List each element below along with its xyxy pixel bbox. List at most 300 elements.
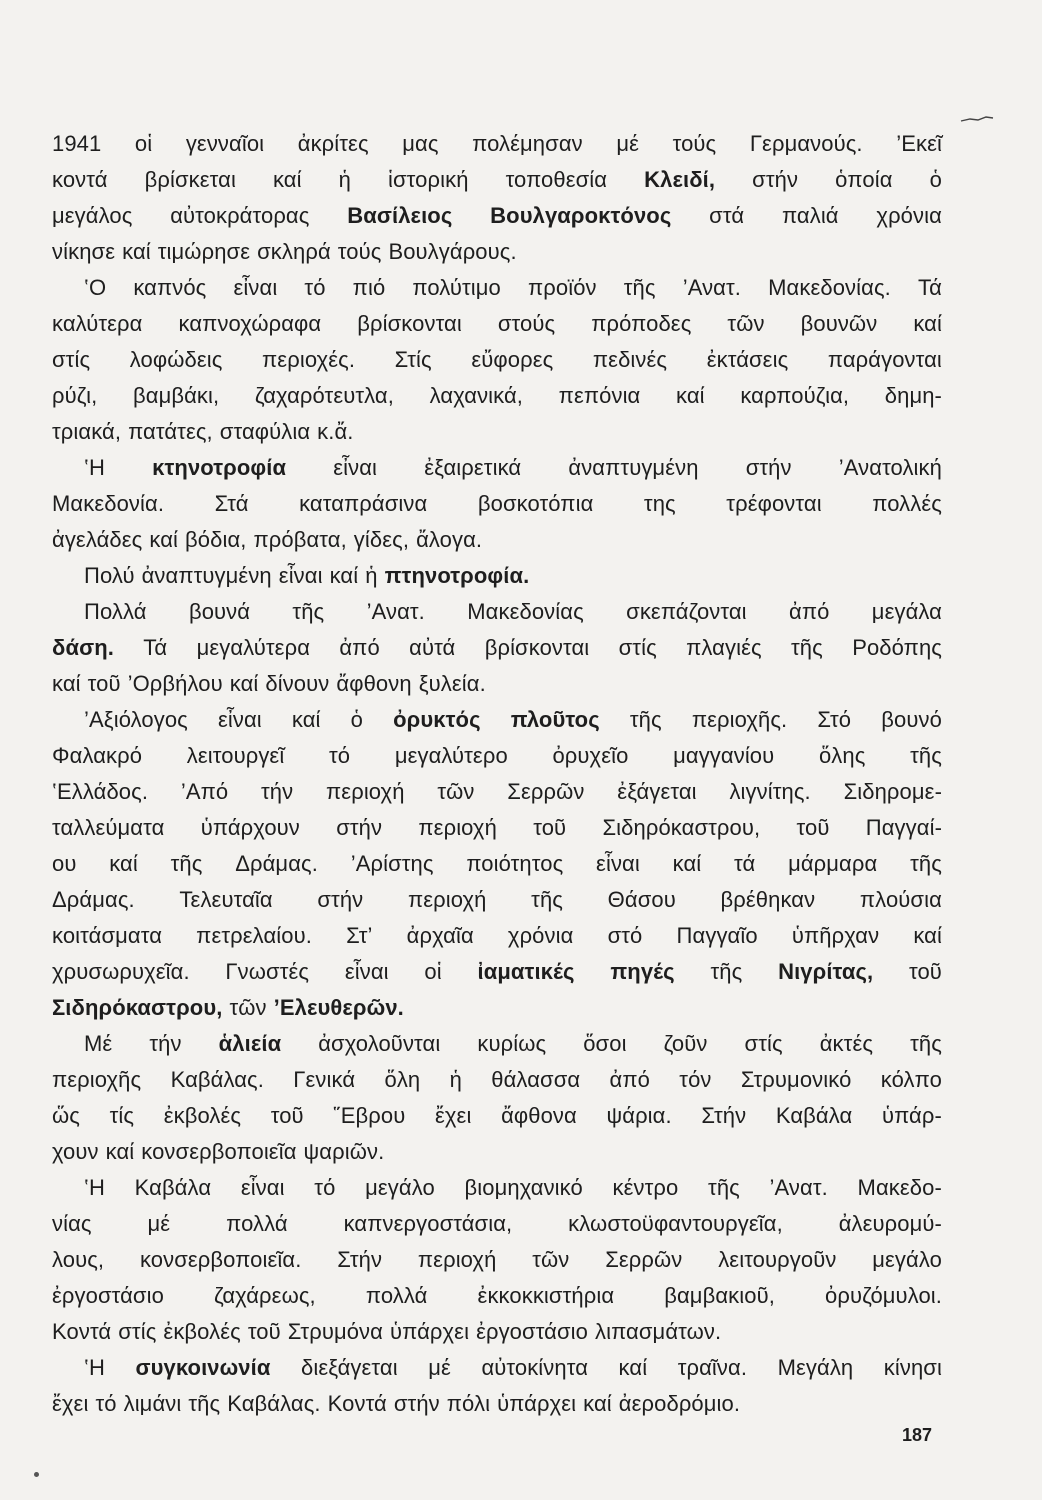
word: τῆς: [710, 959, 743, 984]
word: δημη-: [884, 383, 942, 408]
word: στήν: [393, 1391, 440, 1416]
word: κονσερβοποιεῖα: [141, 1139, 297, 1164]
word: Βουλγάρους.: [388, 239, 517, 264]
text-line: [52, 666, 942, 702]
word: της: [643, 491, 676, 516]
bold-word: ’Ελευθερῶν.: [273, 995, 404, 1020]
word: ὁποία: [835, 167, 893, 192]
word: ψάρια.: [606, 1103, 672, 1128]
word: καί: [105, 1139, 135, 1164]
word: ‛Η: [84, 1175, 105, 1200]
word: ὑπάρχουν: [200, 815, 300, 840]
word: βρίσκονται: [357, 311, 462, 336]
text-line: [52, 1242, 942, 1278]
word: μαγγανίου: [673, 743, 775, 768]
word: πλαγιές: [686, 635, 762, 660]
word: Παγγαῖο: [676, 923, 758, 948]
word: Στ’: [346, 923, 373, 948]
word: βρίσκονται: [484, 635, 590, 660]
bold-word: Βουλγαροκτόνος: [490, 203, 672, 228]
word: οἱ: [424, 959, 442, 984]
word: Στρυμόνα: [287, 1319, 383, 1344]
word: καί: [583, 1391, 612, 1416]
word: ἡ: [449, 1067, 462, 1092]
word: τρέφονται: [726, 491, 822, 516]
word: τήν: [261, 779, 294, 804]
text-line: [52, 414, 942, 450]
word: πολέμησαν: [472, 131, 583, 156]
word: δίνουν: [265, 671, 330, 696]
word: ‛Ο: [84, 275, 107, 300]
scan-dot: [34, 1472, 39, 1477]
word: παράγονται: [827, 347, 942, 372]
word: Γερμανούς.: [749, 131, 863, 156]
word: Στό: [817, 707, 852, 732]
word: λιπασμάτων.: [595, 1319, 722, 1344]
word: βόδια,: [185, 527, 247, 552]
word: ἐξάγεται: [617, 779, 697, 804]
word: εἶναι: [278, 563, 323, 588]
word: μεγαλύτερο: [394, 743, 508, 768]
word: Μέ: [84, 1031, 113, 1056]
word: ’Ανατ.: [682, 275, 741, 300]
word: μας: [402, 131, 439, 156]
word: ου: [52, 851, 77, 876]
word: παλιά: [781, 203, 839, 228]
bold-word: Κλειδί,: [644, 167, 716, 192]
bold-word: κτηνοτροφία: [152, 455, 287, 480]
word: κοιτάσματα: [52, 923, 163, 948]
text-line: [52, 342, 942, 378]
word: ἐξαιρετικά: [424, 455, 522, 480]
text-line: [52, 1134, 942, 1170]
word: μέ: [428, 1355, 451, 1380]
word: πρόβατα,: [253, 527, 347, 552]
word: λοφώδεις: [129, 347, 223, 372]
word: στήν: [745, 455, 792, 480]
word: λιμάνι: [123, 1391, 182, 1416]
word: καπνεργοστάσια,: [343, 1211, 513, 1236]
word: ρύζι,: [52, 383, 98, 408]
text-line: [52, 378, 942, 414]
text-line: [52, 774, 942, 810]
word: προϊόν: [527, 275, 597, 300]
word: ἐργοστάσιο: [476, 1319, 588, 1344]
word: νίας: [52, 1211, 92, 1236]
bold-word: Βασίλειος: [347, 203, 453, 228]
word: ὅλη: [384, 1067, 421, 1092]
word: ’Ανατ.: [769, 1175, 828, 1200]
word: Τελευταῖα: [179, 887, 273, 912]
word: Γνωστές: [225, 959, 310, 984]
word: τιμώρησε: [157, 239, 251, 264]
bold-word: ἰαματικές: [477, 959, 575, 984]
word: τριακά,: [52, 419, 122, 444]
word: μεγάλο: [872, 1247, 942, 1272]
word: λειτουργεῖ: [186, 743, 285, 768]
word: ὥς: [52, 1103, 80, 1128]
word: ὑπῆρχαν: [791, 923, 880, 948]
word: ἀναπτυγμένη: [568, 455, 699, 480]
word: ’Από: [180, 779, 229, 804]
word: τό: [329, 743, 351, 768]
word: ἱστορική: [388, 167, 469, 192]
word: ’Ανατ.: [366, 599, 425, 624]
word: τό: [304, 275, 326, 300]
word: πολύτιμο: [412, 275, 501, 300]
word: ’Εκεῖ: [896, 131, 942, 156]
word: λους,: [52, 1247, 105, 1272]
word: ἀκτές: [819, 1031, 874, 1056]
word: τῆς: [910, 1031, 942, 1056]
text-line: [52, 1350, 942, 1386]
word: νίκησε: [52, 239, 116, 264]
word: ἀπό: [339, 635, 380, 660]
text-line: [52, 1386, 942, 1422]
word: τῆς: [791, 635, 823, 660]
word: καί: [618, 1355, 648, 1380]
word: ἐκβολές: [163, 1319, 241, 1344]
word: ὀρυχεῖο: [552, 743, 629, 768]
word: καπνός: [133, 275, 207, 300]
word: τούς: [672, 131, 717, 156]
bold-word: ὀρυκτός: [393, 707, 481, 732]
text-line: [52, 1170, 942, 1206]
word: βρίσκεται: [144, 167, 236, 192]
word: Κοντά: [52, 1319, 112, 1344]
word: στίς: [618, 635, 657, 660]
word: κ.ἄ.: [317, 419, 354, 444]
word: ὁ: [350, 707, 363, 732]
word: ταλλεύματα: [52, 815, 165, 840]
text-line: [52, 990, 942, 1026]
word: τόν: [679, 1067, 712, 1092]
text-line: [52, 846, 942, 882]
word: τά: [734, 851, 756, 876]
word: Παγγαί-: [865, 815, 942, 840]
word: καί: [149, 527, 179, 552]
bold-word: ἁλιεία: [218, 1031, 282, 1056]
text-line: [52, 162, 942, 198]
text-line: [52, 522, 942, 558]
word: σταφύλια: [219, 419, 311, 444]
text-line: [52, 270, 942, 306]
word: στά: [709, 203, 745, 228]
word: πατάτες,: [128, 419, 213, 444]
word: ‛Η: [84, 455, 105, 480]
word: καί: [109, 851, 138, 876]
word: πόλι: [446, 1391, 491, 1416]
word: λειτουργοῦν: [718, 1247, 837, 1272]
word: κονσερβοποιεῖα.: [139, 1247, 302, 1272]
word: εἶναι: [233, 275, 278, 300]
word: λαχανικά,: [429, 383, 524, 408]
word: βρέθηκαν: [720, 887, 816, 912]
word: Γενικά: [293, 1067, 356, 1092]
word: ἄφθονη: [336, 671, 412, 696]
word: ἐκτάσεις: [706, 347, 789, 372]
word: Πολύ: [84, 563, 135, 588]
word: πεδινές: [592, 347, 668, 372]
word: τῆς: [910, 743, 942, 768]
word: ἄφθονα: [501, 1103, 577, 1128]
word: Σερρῶν: [605, 1247, 683, 1272]
word: Μακεδο-: [857, 1175, 942, 1200]
word: αὐτοκίνητα: [481, 1355, 589, 1380]
bold-word: Νιγρίτας,: [778, 959, 874, 984]
word: ὁ: [929, 167, 942, 192]
word: γενναῖοι: [185, 131, 265, 156]
word: Στρυμονικό: [740, 1067, 852, 1092]
word: οἱ: [134, 131, 153, 156]
word: ὅσοι: [583, 1031, 627, 1056]
word: βουνῶν: [800, 311, 878, 336]
word: ἀρχαῖα: [406, 923, 474, 948]
word: στήν: [317, 887, 364, 912]
word: στό: [607, 923, 643, 948]
word: κόλπο: [880, 1067, 942, 1092]
word: μεγαλύτερα: [196, 635, 311, 660]
word: κέντρο: [612, 1175, 679, 1200]
word: βουνά: [188, 599, 251, 624]
word: ζοῦν: [663, 1031, 708, 1056]
word: μάρμαρα: [788, 851, 878, 876]
word: τοῦ: [533, 815, 567, 840]
word: Δράμας.: [52, 887, 135, 912]
word: τοῦ: [796, 815, 830, 840]
word: Στά: [214, 491, 249, 516]
word: Στήν: [701, 1103, 747, 1128]
word: μέ: [616, 131, 640, 156]
word: Φαλακρό: [52, 743, 143, 768]
word: τῶν: [437, 779, 475, 804]
word: Μακεδονία.: [52, 491, 165, 516]
word: θάλασσα: [491, 1067, 581, 1092]
word: χουν: [52, 1139, 99, 1164]
word: ἡ: [365, 563, 378, 588]
word: ’Αξιόλογος: [84, 707, 188, 732]
text-line: [52, 1278, 942, 1314]
word: ἄλογα.: [416, 527, 483, 552]
word: μεγάλα: [871, 599, 942, 624]
word: εἶναι: [217, 707, 262, 732]
word: ὅλης: [818, 743, 866, 768]
text-line: [52, 486, 942, 522]
word: ἔχει: [434, 1103, 472, 1128]
word: τῆς: [292, 599, 325, 624]
word: ἀγελάδες: [52, 527, 143, 552]
word: στίς: [118, 1319, 157, 1344]
word: τῆς: [708, 1175, 740, 1200]
page-number: 187: [902, 1425, 933, 1445]
text-line: [52, 630, 942, 666]
bold-word: δάση.: [52, 635, 114, 660]
word: καλύτερα: [52, 311, 143, 336]
text-line: [52, 954, 942, 990]
word: εἶναι: [333, 455, 378, 480]
word: ἐκκοκκιστήρια: [477, 1283, 615, 1308]
word: καί: [913, 923, 942, 948]
word: τούς: [337, 239, 382, 264]
word: ἀκρίτες: [297, 131, 369, 156]
word: Καβάλα: [134, 1175, 212, 1200]
word: Καβάλας.: [170, 1067, 264, 1092]
bold-word: πτηνοτροφία.: [384, 563, 530, 588]
word: εἶναι: [596, 851, 640, 876]
text-line: [52, 198, 942, 234]
word: ποιότητος: [466, 851, 564, 876]
word: πολλά: [365, 1283, 428, 1308]
word: τῶν: [727, 311, 765, 336]
text-line: [52, 1206, 942, 1242]
word: πολλές: [872, 491, 942, 516]
text-line: [52, 594, 942, 630]
word: στήν: [752, 167, 799, 192]
word: γίδες,: [353, 527, 410, 552]
word: πεπόνια: [558, 383, 641, 408]
word: ἀναπτυγμένη: [141, 563, 272, 588]
text-line: [52, 126, 942, 162]
word: Στήν: [337, 1247, 383, 1272]
word: ῞Εβρου: [333, 1103, 406, 1128]
word: ὑπάρ-: [881, 1103, 942, 1128]
word: σκεπάζονται: [626, 599, 747, 624]
word: βοσκοτόπια: [477, 491, 594, 516]
text-line: [52, 810, 942, 846]
word: Τά: [917, 275, 942, 300]
word: καί: [122, 239, 151, 264]
word: Σιδηρομε-: [843, 779, 942, 804]
word: τῶν: [229, 995, 267, 1020]
word: ‛Ελλάδος.: [52, 779, 149, 804]
word: λιγνίτης.: [729, 779, 811, 804]
word: περιοχῆς: [52, 1067, 142, 1092]
word: κλωστοϋφαντουργεῖα,: [568, 1211, 783, 1236]
word: καί: [272, 167, 302, 192]
word: χρόνια: [507, 923, 574, 948]
word: τίς: [109, 1103, 135, 1128]
word: ξυλεία.: [418, 671, 486, 696]
word: τοῦ: [270, 1103, 304, 1128]
word: ’Αρίστης: [350, 851, 434, 876]
word: βουνό: [881, 707, 942, 732]
text-line: [52, 882, 942, 918]
word: ἀπό: [609, 1067, 650, 1092]
word: τῆς: [531, 887, 563, 912]
word: ’Ορβήλου: [127, 671, 223, 696]
word: τοποθεσία: [505, 167, 608, 192]
word: διεξάγεται: [301, 1355, 398, 1380]
word: ἔχει: [52, 1391, 89, 1416]
text-line: [52, 1314, 942, 1350]
word: ἀπό: [789, 599, 830, 624]
word: Πολλά: [84, 599, 147, 624]
word: πετρελαίου.: [196, 923, 312, 948]
word: ψαριῶν.: [303, 1139, 385, 1164]
word: ἀλευρομύ-: [838, 1211, 942, 1236]
word: στίς: [744, 1031, 783, 1056]
word: πολλά: [226, 1211, 288, 1236]
word: βιομηχανικό: [464, 1175, 583, 1200]
word: ἀσχολοῦνται: [318, 1031, 441, 1056]
word: Κοντά: [327, 1391, 387, 1416]
word: κυρίως: [477, 1031, 547, 1056]
word: Στίς: [394, 347, 432, 372]
word: περιοχές.: [262, 347, 356, 372]
word: καί: [676, 383, 705, 408]
word: καρπούζια,: [740, 383, 850, 408]
word: ὀρυζόμυλοι.: [825, 1283, 942, 1308]
word: τῆς: [170, 851, 203, 876]
word: ζαχάρεως,: [214, 1283, 316, 1308]
word: τό: [95, 1391, 117, 1416]
word: ἀεροδρόμιο.: [618, 1391, 741, 1416]
word: Τά: [143, 635, 168, 660]
word: Μακεδονίας.: [768, 275, 891, 300]
scan-mark: [960, 116, 994, 122]
word: στούς: [497, 311, 556, 336]
word: Θάσου: [607, 887, 676, 912]
word: καί: [52, 671, 81, 696]
word: αὐτά: [409, 635, 456, 660]
word: τῆς: [910, 851, 942, 876]
word: Μακεδονίας: [467, 599, 584, 624]
word: βαμβακιοῦ,: [664, 1283, 775, 1308]
text-line: [52, 702, 942, 738]
word: εὔφορες: [471, 347, 554, 372]
word: κοντά: [52, 167, 108, 192]
word: βαμβάκι,: [133, 383, 220, 408]
word: τῆς: [623, 275, 656, 300]
word: περιοχή: [418, 815, 497, 840]
word: Δράμας.: [235, 851, 318, 876]
word: καπνοχώραφα: [178, 311, 322, 336]
word: εἶναι: [344, 959, 389, 984]
body-text: [52, 126, 942, 1422]
word: τήν: [149, 1031, 182, 1056]
word: ζαχαρότευτλα,: [254, 383, 394, 408]
word: Σερρῶν: [507, 779, 585, 804]
word: τοῦ: [247, 1319, 281, 1344]
word: τοῦ: [87, 671, 121, 696]
word: περιοχή: [326, 779, 405, 804]
word: περιοχῆς.: [691, 707, 788, 732]
text-line: [52, 1026, 942, 1062]
word: πιό: [352, 275, 386, 300]
word: μεγάλο: [365, 1175, 435, 1200]
word: τῆς: [188, 1391, 221, 1416]
word: εἶναι: [240, 1175, 285, 1200]
text-line: [52, 1062, 942, 1098]
word: καί: [291, 707, 321, 732]
word: ’Ανατολική: [838, 455, 942, 480]
bold-word: συγκοινωνία: [135, 1355, 271, 1380]
word: καί: [329, 563, 359, 588]
word: χρόνια: [876, 203, 942, 228]
word: καί: [229, 671, 259, 696]
word: περιοχή: [417, 1247, 497, 1272]
text-line: [52, 450, 942, 486]
word: Καβάλα: [775, 1103, 853, 1128]
word: αὐτοκράτορας: [170, 203, 310, 228]
word: τῆς: [629, 707, 662, 732]
word: 1941: [52, 131, 102, 156]
word: Ροδόπης: [852, 635, 942, 660]
text-line: [52, 234, 942, 270]
text-line: [52, 558, 942, 594]
word: Καβάλας.: [227, 1391, 321, 1416]
word: ἡ: [338, 167, 351, 192]
